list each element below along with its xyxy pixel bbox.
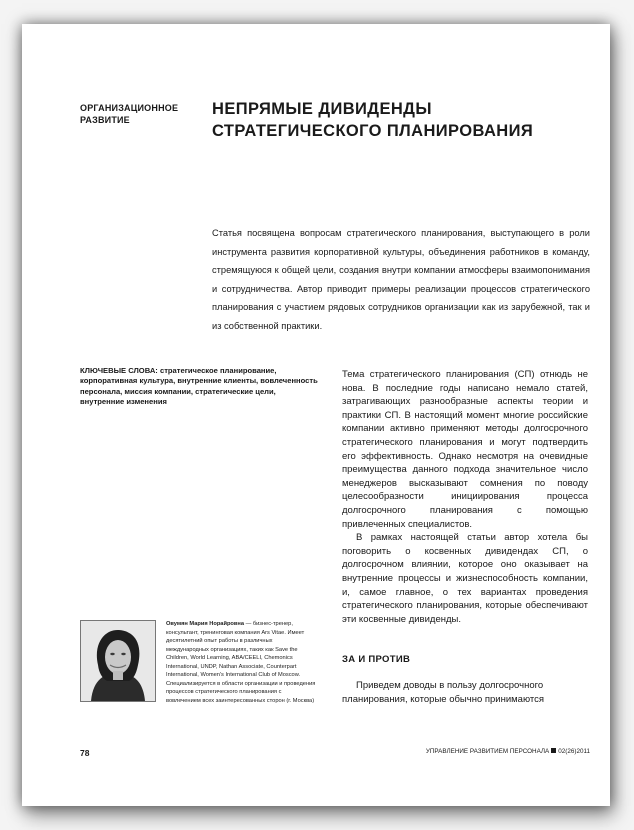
journal-footer [420, 748, 590, 755]
body-paragraph: Тема стратегического планирования (СП) отнюдь не нова. В последние годы написано немало статей, затрагивающих разнообразные аспекты теории и практики СП. В настоящий момент многие российские компании активно применяют методы долгосрочного стратегического планирования и могут подтвердить его эффективность. Однако несмотря на очевидные преимущества данного подхода значительное число менеджеров высказывают сомнения по поводу целесообразности инициирования процесса долгосрочного планирования с помощью привлеченных специалистов. [342, 369, 588, 530]
section-label: ОРГАНИЗАЦИОННОЕ РАЗВИТИЕ [80, 103, 179, 125]
keywords-label: КЛЮЧЕВЫЕ СЛОВА: [80, 366, 158, 375]
keywords [80, 366, 320, 408]
page-number: 78 [80, 748, 90, 758]
article-page [22, 24, 610, 806]
keywords-text: стратегическое планирование, корпоративная культура, внутренние клиенты, вовлеченность персонала, миссия компании, стратегические цели, внутренние изменения [80, 366, 318, 407]
author-photo [80, 620, 156, 702]
article-abstract: Статья посвящена вопросам стратегического планирования, выступающего в роли инструмента развития корпоративной культуры, объединения работников в команду, стремящуюся к общей цели, создания внутри компании атмосферы взаимопонимания и сотрудничества. Автор приводит примеры реализации процессов стратегического планирования с участием рядовых сотрудников организации как из зарубежной, так и из собственной практики. [212, 228, 590, 331]
square-separator-icon [551, 748, 556, 753]
body-paragraph: В рамках настоящей статьи автор хотела бы поговорить о косвенных дивидендах СП, о долгосрочном влиянии, которое оно оказывает на внутренние процессы и жизнеспособность компании, и, самое главное, о тех вариантах проведения стратегического планирования, которые обеспечивают эти косвенные дивиденды. [342, 532, 588, 625]
journal-issue: 02(26)2011 [558, 748, 590, 755]
author-bio: — бизнес-тренер, консультант, тренинговая компания Ars Vitae. Имеет десятилетний опыт работы в различных международных организациях, таких как Save the Children, World Learning, ABA/CEELI, Chemonics International, UNDP, Nathan Associate, Counterpart International, Women's International Club of Moscow. Специализируется в области организации и проведения процессов стратегического планирования с вовлечением всех заинтересованных сторон (г. Москва) [166, 621, 316, 704]
author-portrait-icon [81, 621, 155, 701]
subheading: ЗА И ПРОТИВ [342, 654, 411, 665]
body-paragraph: Приведем доводы в пользу долгосрочного планирования, которые обычно принимаются [342, 680, 545, 705]
author-name: Овумян Мария Норайровна [166, 621, 245, 627]
author-info [166, 620, 316, 705]
article-title: НЕПРЯМЫЕ ДИВИДЕНДЫ СТРАТЕГИЧЕСКОГО ПЛАНИРОВАНИЯ [212, 100, 534, 140]
journal-name: УПРАВЛЕНИЕ РАЗВИТИЕМ ПЕРСОНАЛА [425, 748, 550, 755]
body-column [342, 368, 588, 626]
